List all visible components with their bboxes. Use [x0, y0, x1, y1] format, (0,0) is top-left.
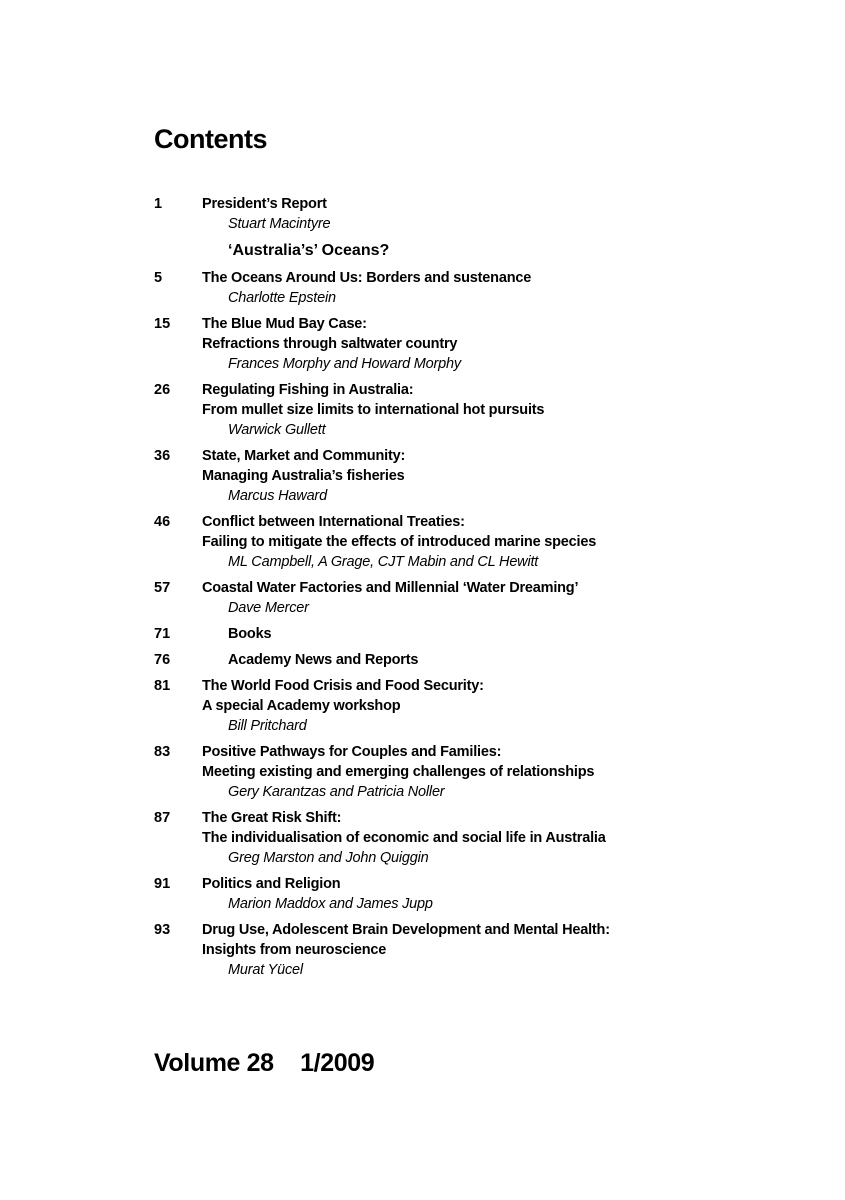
page-number: 36: [154, 448, 171, 464]
page-number: 91: [154, 876, 171, 892]
entry-title: Academy News and Reports: [228, 652, 419, 668]
page-number: 26: [154, 382, 171, 398]
entry-body: [202, 676, 794, 736]
entry-body: [202, 808, 794, 868]
entry-body: [202, 650, 794, 670]
toc-entry[interactable]: [154, 314, 794, 374]
entry-title: The World Food Crisis and Food Security:: [202, 678, 484, 694]
entry-title: Drug Use, Adolescent Brain Development and Mental Health:: [202, 922, 610, 938]
toc-entry[interactable]: [154, 578, 794, 618]
toc-entry[interactable]: [154, 874, 794, 914]
entry-body: [202, 874, 794, 914]
entry-author: Murat Yücel: [228, 962, 303, 978]
entry-title: A special Academy workshop: [202, 698, 401, 714]
entry-body: [202, 314, 794, 374]
entry-body: [202, 742, 794, 802]
entry-author: Marion Maddox and James Jupp: [228, 896, 433, 912]
entry-body: [202, 194, 794, 234]
entry-title: President’s Report: [202, 196, 327, 212]
toc-entry[interactable]: [154, 742, 794, 802]
entry-title: Politics and Religion: [202, 876, 341, 892]
entry-body: [202, 920, 794, 980]
entry-title: Insights from neuroscience: [202, 942, 387, 958]
toc-entry[interactable]: [154, 446, 794, 506]
entry-title: Regulating Fishing in Australia:: [202, 382, 414, 398]
entry-body: [202, 446, 794, 506]
entry-author: Stuart Macintyre: [228, 216, 331, 232]
entry-body: [202, 268, 794, 308]
entry-body: [202, 512, 794, 572]
toc-entry[interactable]: [154, 624, 794, 644]
entry-title: Conflict between International Treaties:: [202, 514, 465, 530]
toc-entry[interactable]: [154, 920, 794, 980]
toc-entry[interactable]: [154, 676, 794, 736]
entry-author: Dave Mercer: [228, 600, 309, 616]
entry-title: From mullet size limits to international hot pursuits: [202, 402, 545, 418]
entry-author: Gery Karantzas and Patricia Noller: [228, 784, 445, 800]
entry-title: The individualisation of economic and social life in Australia: [202, 830, 606, 846]
page-number: 1: [154, 196, 163, 212]
entry-title: Managing Australia’s fisheries: [202, 468, 405, 484]
entry-body: [202, 578, 794, 618]
page-number: 93: [154, 922, 171, 938]
entry-title: The Great Risk Shift:: [202, 810, 342, 826]
entry-author: Charlotte Epstein: [228, 290, 336, 306]
page-number: 81: [154, 678, 171, 694]
entry-title: The Oceans Around Us: Borders and sustenance: [202, 270, 532, 286]
entry-title: Books: [228, 626, 272, 642]
volume-label: Volume 28: [154, 1049, 274, 1077]
issue-label: 1/2009: [300, 1049, 375, 1077]
page-number: 76: [154, 652, 171, 668]
page-number: 57: [154, 580, 171, 596]
page-number: 71: [154, 626, 171, 642]
entry-title: Positive Pathways for Couples and Families:: [202, 744, 502, 760]
table-of-contents: [154, 194, 794, 986]
page-number: 15: [154, 316, 171, 332]
section-heading: ‘Australia’s’ Oceans?: [228, 242, 390, 259]
toc-entry[interactable]: [154, 268, 794, 308]
entry-author: Marcus Haward: [228, 488, 327, 504]
entry-author: Bill Pritchard: [228, 718, 307, 734]
entry-author: Frances Morphy and Howard Morphy: [228, 356, 461, 372]
page-number: 5: [154, 270, 163, 286]
entry-body: [202, 624, 794, 644]
toc-entry[interactable]: [154, 380, 794, 440]
toc-entry[interactable]: [154, 194, 794, 234]
entry-author: Warwick Gullett: [228, 422, 326, 438]
entry-title: Meeting existing and emerging challenges of relationships: [202, 764, 595, 780]
volume-info: [154, 1049, 374, 1078]
toc-entry[interactable]: [154, 512, 794, 572]
entry-body: [202, 380, 794, 440]
entry-title: Coastal Water Factories and Millennial ‘Water Dreaming’: [202, 580, 579, 596]
entry-title: The Blue Mud Bay Case:: [202, 316, 367, 332]
toc-entry[interactable]: [154, 808, 794, 868]
toc-entry[interactable]: [154, 650, 794, 670]
entry-author: ML Campbell, A Grage, CJT Mabin and CL Hewitt: [228, 554, 539, 570]
page-number: 87: [154, 810, 171, 826]
entry-title: State, Market and Community:: [202, 448, 406, 464]
page-number: 46: [154, 514, 171, 530]
entry-author: Greg Marston and John Quiggin: [228, 850, 429, 866]
entry-title: Refractions through saltwater country: [202, 336, 458, 352]
page-number: 83: [154, 744, 171, 760]
page-title: Contents: [154, 124, 267, 154]
entry-title: Failing to mitigate the effects of introduced marine species: [202, 534, 597, 550]
